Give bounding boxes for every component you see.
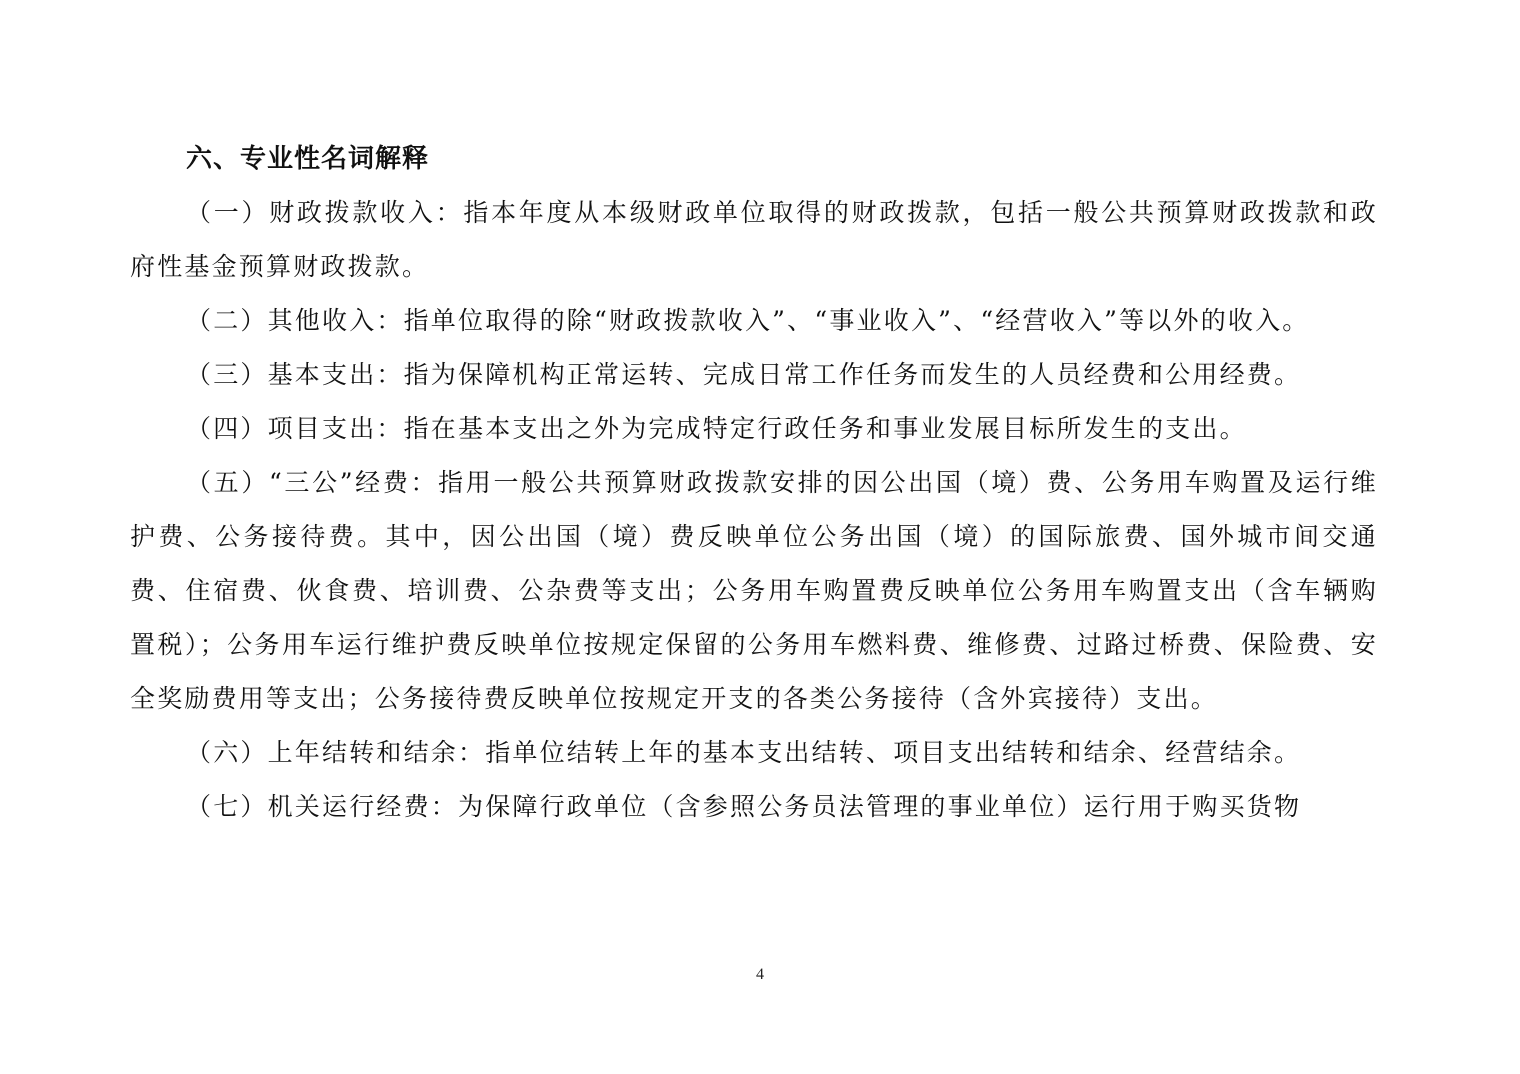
- paragraph-three-public-expenses: （五）“三公”经费：指用一般公共预算财政拨款安排的因公出国（境）费、公务用车购置及运行维护费、公务接待费。其中，因公出国（境）费反映单位公务出国（境）的国际旅费、国外城市间交通费、住宿费、伙食费、培训费、公杂费等支出；公务用车购置费反映单位公务用车购置支出（含车辆购置税）；公务用车运行维护费反映单位按规定保留的公务用车燃料费、维修费、过路过桥费、保险费、安全奖励费用等支出；公务接待费反映单位按规定开支的各类公务接待（含外宾接待）支出。: [130, 468, 1378, 713]
- paragraph-basic-expenditure: （三）基本支出：指为保障机构正常运转、完成日常工作任务而发生的人员经费和公用经费。: [186, 360, 1302, 389]
- paragraph-fiscal-appropriation-income: （一）财政拨款收入：指本年度从本级财政单位取得的财政拨款，包括一般公共预算财政拨款和政府性基金预算财政拨款。: [130, 198, 1378, 281]
- document-body: [130, 132, 1378, 834]
- page-number: 4: [756, 966, 764, 983]
- section-heading: 六、专业性名词解释: [186, 144, 430, 174]
- paragraph-agency-operating-expenses: （七）机关运行经费：为保障行政单位（含参照公务员法管理的事业单位）运行用于购买货物: [186, 792, 1302, 821]
- paragraph-prior-year-carryover: （六）上年结转和结余：指单位结转上年的基本支出结转、项目支出结转和结余、经营结余。: [186, 738, 1302, 767]
- paragraph-project-expenditure: （四）项目支出：指在基本支出之外为完成特定行政任务和事业发展目标所发生的支出。: [186, 414, 1247, 443]
- paragraph-other-income: （二）其他收入：指单位取得的除“财政拨款收入”、“事业收入”、“经营收入”等以外的收入。: [186, 306, 1310, 335]
